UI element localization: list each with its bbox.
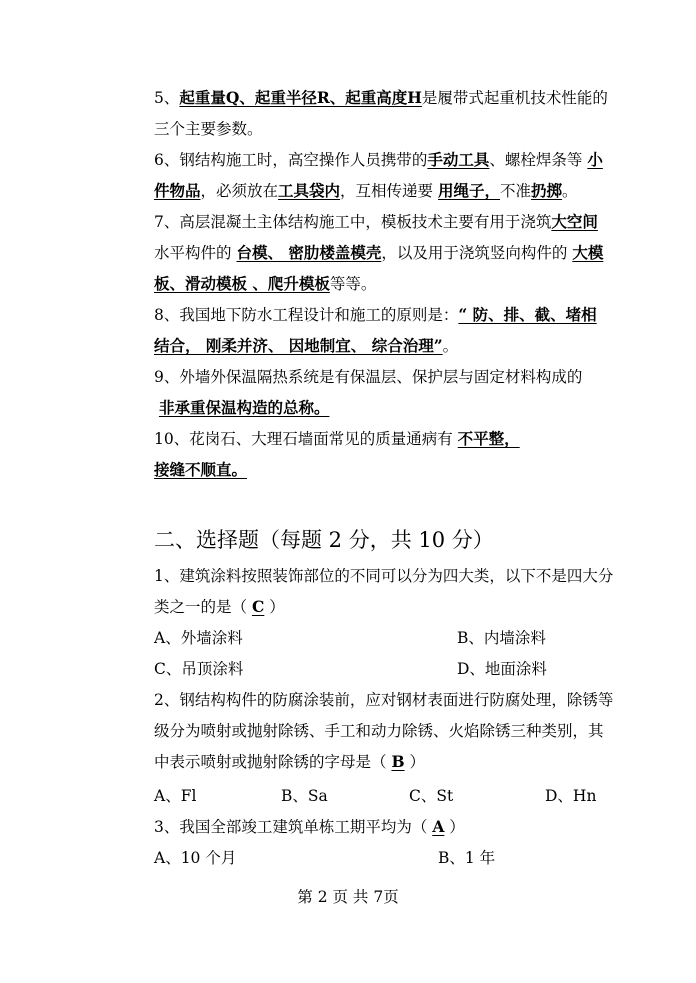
mc1-option-b: B、内墙涂料: [457, 629, 546, 647]
mc2-option-d: D、Hn: [545, 787, 597, 805]
mc1-text: 类之一的是（: [154, 598, 248, 616]
mc2-text: 中表示喷射或抛射除锈的字母是（: [154, 753, 387, 771]
q6-line1: [154, 150, 603, 170]
q6-answer-1: 手动工具: [427, 150, 490, 169]
mc2-line2: 级分为喷射或抛射除锈、手工和动力除锈、火焰除锈三种类别，其: [154, 722, 604, 740]
q7-answer-3: 大模: [572, 243, 604, 262]
q10-text: 10、花岗石、大理石墙面常见的质量通病有: [154, 430, 453, 448]
q7-text: 等等。: [329, 275, 377, 293]
q6-answer-3: 工具袋内: [278, 181, 341, 200]
mc3-answer: A: [432, 817, 445, 836]
mc2-option-b: B、Sa: [281, 787, 328, 805]
mc2-line3: [154, 752, 425, 772]
q5-line1: [154, 88, 608, 108]
q10-answer-1: 不平整，: [457, 429, 520, 448]
q7-answer-1: 大空间: [551, 212, 598, 231]
q8-line2: [154, 336, 458, 356]
q5-line2: 三个主要参数。: [154, 120, 263, 138]
mc1-line2: [154, 597, 285, 617]
page-number-footer: 第 2 页 共 7页: [297, 888, 399, 906]
q7-line1: [154, 212, 598, 232]
q6-text: 、螺栓焊条等: [489, 151, 583, 169]
q8-answer: 结合， 刚柔并济、 因地制宜、 综合治理”: [154, 336, 443, 355]
q6-text: 不准: [500, 182, 532, 200]
q6-answer-2: 小: [587, 150, 603, 169]
q7-text: 水平构件的: [154, 244, 232, 262]
mc2-option-a: A、Fl: [154, 787, 197, 805]
mc1-line1: 1、建筑涂料按照装饰部位的不同可以分为四大类，以下不是四大分: [154, 567, 614, 585]
mc2-text: ）: [409, 753, 426, 771]
q5-number: 5、: [154, 89, 180, 107]
q7-text: 7、高层混凝土主体结构施工中，模板技术主要有用于浇筑: [154, 213, 552, 231]
q7-answer-3: 板、滑动模板 、爬升模板: [154, 274, 330, 293]
section-heading: 二、选择题（每题 2 分，共 10 分）: [154, 528, 494, 552]
q8-answer: “ 防、排、截、堵相: [458, 305, 597, 324]
q6-line2: [154, 181, 578, 201]
mc2-answer: B: [391, 752, 405, 771]
q6-answer-4: 用绳子，: [438, 181, 501, 200]
q9-answer: 非承重保温构造的总称。: [158, 398, 330, 417]
q8-text: 8、我国地下防水工程设计和施工的原则是：: [154, 306, 459, 324]
q8-text: 。: [442, 337, 459, 355]
mc1-answer: C: [251, 597, 265, 616]
q10-answer-2: 接缝不顺直。: [154, 460, 248, 479]
q7-line3: [154, 274, 376, 294]
q7-text: ，以及用于浇筑竖向构件的: [381, 244, 568, 262]
mc2-option-c: C、St: [409, 787, 454, 805]
q6-text: 。: [562, 182, 578, 200]
q7-line2: [154, 243, 603, 263]
q6-answer-5: 扔掷: [531, 181, 563, 200]
q8-line1: [154, 305, 597, 325]
q9-line1: 9、外墙外保温隔热系统是有保温层、保护层与固定材料构成的: [154, 368, 583, 386]
q5-answer: 起重量Q、起重半径R、起重高度H: [179, 88, 422, 107]
mc1-option-a: A、外墙涂料: [154, 629, 243, 647]
q5-text: 是履带式起重机技术性能的: [421, 89, 608, 107]
q10-line1: [154, 429, 520, 449]
mc3-line1: [154, 817, 465, 837]
q10-line2: [154, 460, 247, 480]
q7-answer-2: 台模、 密肋楼盖模壳: [236, 243, 382, 262]
mc2-line1: 2、钢结构构件的防腐涂装前，应对钢材表面进行防腐处理，除锈等: [154, 691, 614, 709]
q6-answer-2: 件物品: [154, 181, 201, 200]
mc1-text: ）: [269, 598, 285, 616]
mc1-option-d: D、地面涂料: [457, 660, 547, 678]
mc1-option-c: C、吊顶涂料: [154, 660, 244, 678]
mc3-option-b: B、1 年: [438, 849, 496, 867]
q6-text: 6、钢结构施工时，高空操作人员携带的: [154, 151, 428, 169]
q6-text: ，互相传递要: [340, 182, 434, 200]
q6-text: ，必须放在: [200, 182, 279, 200]
mc3-option-a: A、10 个月: [154, 849, 237, 867]
mc3-text: 3、我国全部竣工建筑单栋工期平均为（: [154, 818, 428, 836]
q9-line2: [154, 398, 329, 418]
mc3-text: ）: [449, 818, 465, 836]
